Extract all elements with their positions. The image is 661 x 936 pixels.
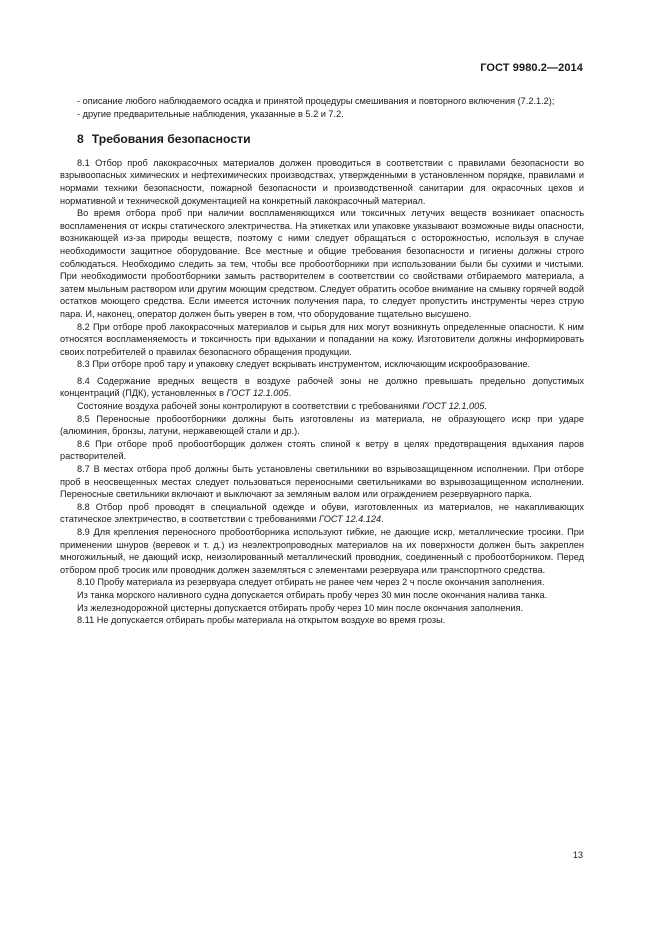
paragraph-8-4-text: 8.4 Содержание вредных веществ в воздухе рабочей зоны не должно превышать предельно допустимых концентраций (ПДК), установленных в [60,375,584,399]
paragraph-8-1: 8.1 Отбор проб лакокрасочных материалов должен проводиться в соответствии с правилами безопасности во взрывоопасных химических и нефтехимических производствах, утвержденными в установленном порядке, правилами и нормами техники безопасности, пожарной безопасности и производственной санитарии для окрасочных цехов и нормативной и технической документацией на конкретный лакокрасочный материал. [60,157,584,206]
intro-item-1: - описание любого наблюдаемого осадка и принятой процедуры смешивания и повторного включения (7.2.1.2); [77,96,555,106]
section-heading [77,133,584,146]
paragraph-8-5: 8.5 Переносные пробоотборники должны быть изготовлены из материала, не образующего искр при ударе (алюминия, бронзы, латуни, нержавеющей стали и др.). [60,413,584,437]
paragraph-8-7: 8.7 В местах отбора проб должны быть установлены светильники во взрывозащищенном исполнении. При отборе проб в неосвещенных местах следует пользоваться переносными светильниками во взрывозащищенном исполнении. Переносные светильники включают и выключают за земляным валом или ограждением резервуарного парка. [60,464,584,500]
standard-reference: ГОСТ 12.1.005 [226,388,289,399]
document-code: ГОСТ 9980.2—2014 [480,62,583,74]
paragraph-8-8-text: 8.8 Отбор проб проводят в специальной одежде и обуви, изготовленных из материалов, не накапливающих статическое электричество, в соответствии с требованиями [60,501,584,525]
paragraph-8-11: 8.11 Не допускается отбирать пробы материала на открытом воздухе во время грозы. [77,615,446,626]
section-title: Требования безопасности [91,132,251,147]
page-body [60,95,584,627]
paragraph-8-4: 8.4 Содержание вредных веществ в воздухе рабочей зоны не должно превышать предельно допустимых концентраций (ПДК), установленных в ГОСТ 12.1.005. [60,375,584,399]
paragraph-8-4b-text: Состояние воздуха рабочей зоны контролируют в соответствии с требованиями [77,401,423,412]
paragraph-8-9: 8.9 Для крепления переносного пробоотборника используют гибкие, не дающие искр, металлические тросики. При применении шнуров (веревок и т. д.) из неэлектропроводных материалов на их поверхности должен быть закреплен многожильный, не дающий искр, неизолированный металлический проводник, соединенный с пробоотборником. Перед отбором проб тросик или проводник должен заземляться с элементами резервуара или транспортного средства. [60,527,584,575]
section-number: 8 [77,132,84,147]
paragraph-8-3: 8.3 При отборе проб тару и упаковку следует вскрывать инструментом, исключающим искрообразование. [77,359,531,370]
intro-item-2: - другие предварительные наблюдения, указанные в 5.2 и 7.2. [77,108,344,119]
standard-reference: ГОСТ 12.1.005 [422,401,485,412]
page-number: 13 [572,850,583,860]
paragraph-8-10-continued-2: Из железнодорожной цистерны допускается отбирать пробу через 10 мин после окончания заполнения. [77,602,524,613]
standard-reference: ГОСТ 12.4.124 [319,514,382,525]
paragraph-8-10-continued: Из танка морского наливного судна допускается отбирать пробу через 30 мин после окончания налива танка. [77,589,548,600]
paragraph-8-4-continued: Состояние воздуха рабочей зоны контролируют в соответствии с требованиями ГОСТ 12.1.005. [77,401,487,412]
paragraph-8-1-continued: Во время отбора проб при наличии воспламеняющихся или токсичных летучих веществ возникает опасность воспламенения от искры статического электричества. На этикетках или упаковке указывают возможные виды опасности, возникающей из-за природы веществ, поэтому с ними следует обращаться с осторожностью, используя в случае необходимости защитное оборудование. Все местные и общие требования безопасности и гигиены должны строго соблюдаться. Необходимо следить за тем, чтобы все пробоотборники при использовании были бы сухими и чистыми. При необходимости пробоотборники замыть растворителем в соответствии со свойствами отбираемого материала, а затем мыльным раствором или другим моющим средством. Следует обратить особое внимание на смывку горячей водой остатков моющего средства. Если имеется источник получения пара, то следует пропустить инструменты через струю пара. И, наконец, оператор должен быть уверен в том, что оборудование тщательно высушено. [60,208,584,319]
paragraph-8-8: 8.8 Отбор проб проводят в специальной одежде и обуви, изготовленных из материалов, не накапливающих статическое электричество, в соответствии с требованиями ГОСТ 12.4.124. [60,501,584,525]
paragraph-8-6: 8.6 При отборе проб пробоотборщик должен стоять спиной к ветру в целях предотвращения вдыхания паров растворителей. [60,438,584,462]
paragraph-8-2: 8.2 При отборе проб лакокрасочных материалов и сырья для них могут возникнуть определенные опасности. К ним относятся воспламеняемость и токсичность при вдыхании и попадании на кожу. Изготовители должны информировать своих потребителей о правилах безопасного обращения продукции. [60,321,584,357]
paragraph-8-10: 8.10 Пробу материала из резервуара следует отбирать не ранее чем через 2 ч после окончания заполнения. [77,577,545,588]
